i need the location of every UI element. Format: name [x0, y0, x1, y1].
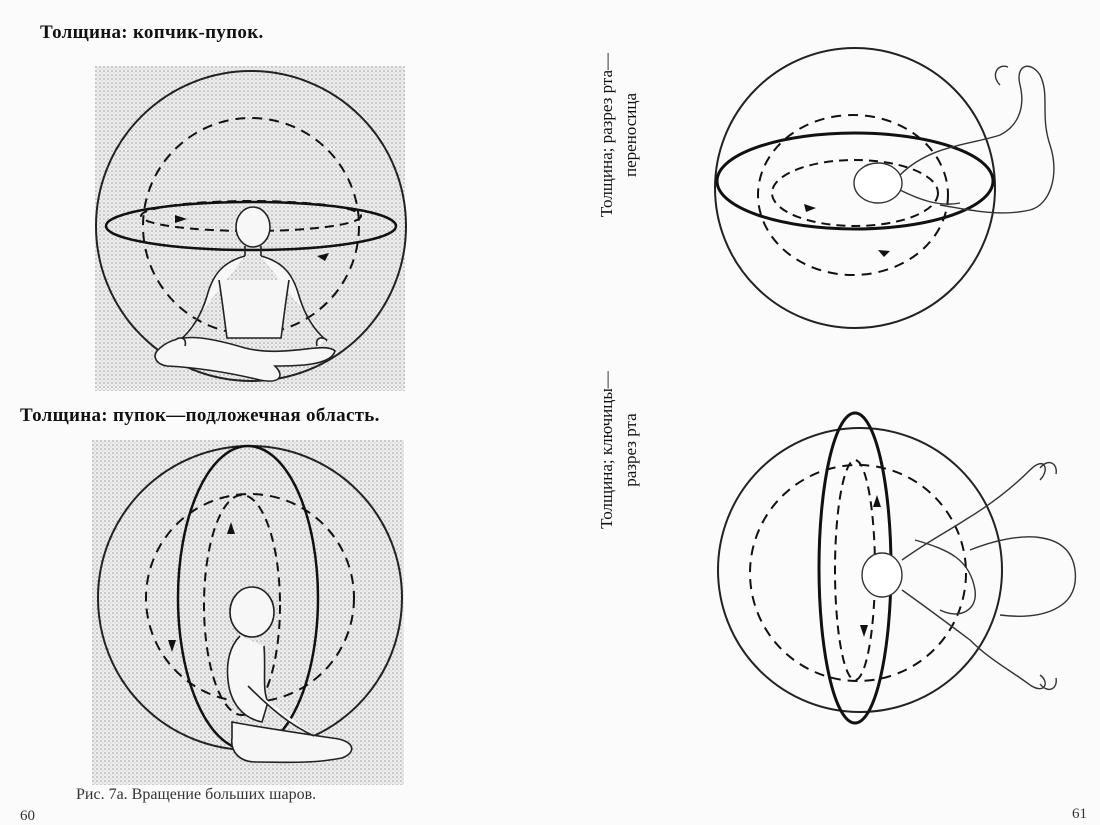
- illustration-vertical-sphere-side-figure: [92, 440, 404, 785]
- illustration-sphere-lying-figure-bottom: [700, 410, 1085, 730]
- figure-caption: Рис. 7а. Вращение больших шаров.: [76, 786, 317, 803]
- illustration-horizontal-sphere-seated-figure: [95, 66, 405, 391]
- rotation-arrow-up: [873, 495, 881, 507]
- rotated-label-line-2: переносица: [621, 93, 640, 177]
- dashed-orbit: [772, 160, 938, 226]
- rotated-label-mouth-nose: [595, 35, 645, 235]
- inner-dashed-sphere: [750, 465, 966, 681]
- page-number-right: 61: [1072, 806, 1087, 822]
- rotation-arrow-down: [860, 625, 868, 637]
- rotated-label-clavicle-mouth: [595, 350, 645, 550]
- rotation-arrow-right: [878, 250, 890, 257]
- illustration-sphere-lying-figure-top: [700, 25, 1070, 345]
- inner-dashed-ellipse: [758, 115, 948, 275]
- outer-sphere: [718, 428, 1002, 712]
- rotated-label-line-1: Толщина; разрез рта—: [597, 52, 616, 218]
- page-number-left: 60: [20, 808, 35, 824]
- rotation-arrow-left: [804, 204, 816, 212]
- caption-thickness-coccyx-navel: Толщина: копчик-пупок.: [40, 22, 264, 43]
- caption-thickness-navel-epigastric: Толщина: пупок—подложечная область.: [20, 405, 380, 426]
- lying-figure: [862, 463, 1075, 690]
- rotated-label-line-2: разрез рта: [621, 413, 640, 487]
- rotated-label-line-1: Толщина; ключицы—: [597, 371, 616, 529]
